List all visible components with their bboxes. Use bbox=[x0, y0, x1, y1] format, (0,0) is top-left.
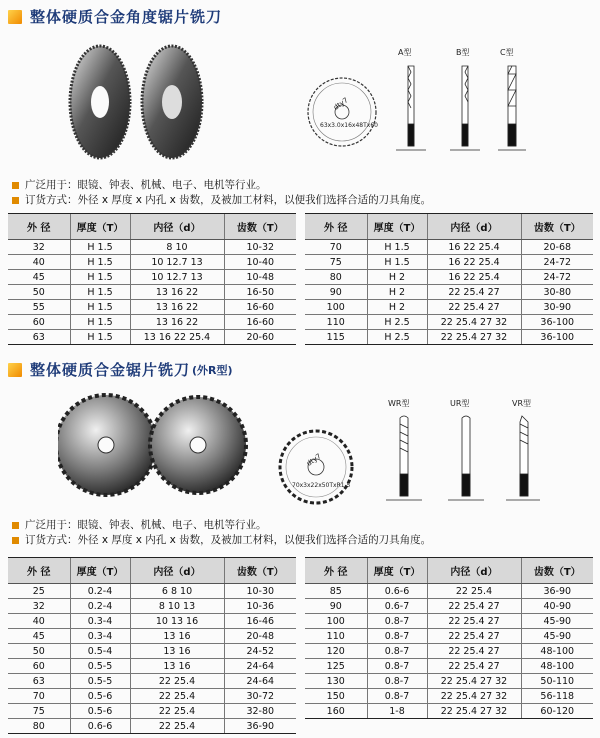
cell-teeth: 45-90 bbox=[521, 629, 593, 644]
cell-teeth: 10-36 bbox=[224, 599, 296, 614]
cell-bore: 16 22 25.4 bbox=[427, 240, 521, 255]
header-bore: 内径（d） bbox=[427, 214, 521, 240]
cell-outer-diameter: 70 bbox=[305, 240, 367, 255]
table-row bbox=[8, 644, 296, 659]
table-row bbox=[8, 674, 296, 689]
table-row bbox=[305, 659, 593, 674]
cell-bore: 6 8 10 bbox=[130, 584, 224, 599]
cell-bore: 22 25.4 27 bbox=[427, 599, 521, 614]
cell-outer-diameter: 55 bbox=[8, 300, 70, 315]
cell-thickness: 0.2-4 bbox=[70, 599, 130, 614]
cell-outer-diameter: 45 bbox=[8, 629, 70, 644]
cell-thickness: 0.5-4 bbox=[70, 644, 130, 659]
cell-teeth: 50-110 bbox=[521, 674, 593, 689]
cell-teeth: 16-60 bbox=[224, 300, 296, 315]
cell-thickness: 0.6-6 bbox=[367, 584, 427, 599]
table-row bbox=[8, 315, 296, 330]
cell-bore: 10 13 16 bbox=[130, 614, 224, 629]
cell-thickness: 0.5-6 bbox=[70, 704, 130, 719]
cell-thickness: H 2.5 bbox=[367, 315, 427, 330]
cell-teeth: 16-60 bbox=[224, 315, 296, 330]
cell-teeth: 45-90 bbox=[521, 614, 593, 629]
external-r-saw-blade-photo bbox=[58, 388, 248, 503]
header-bore: 内径（d） bbox=[130, 214, 224, 240]
cell-outer-diameter: 80 bbox=[305, 270, 367, 285]
section2-info bbox=[12, 518, 431, 548]
cell-thickness: 0.2-4 bbox=[70, 584, 130, 599]
table-row bbox=[305, 270, 593, 285]
cell-thickness: H 1.5 bbox=[70, 270, 130, 285]
cell-bore: 22 25.4 27 32 bbox=[427, 704, 521, 719]
table-row bbox=[8, 255, 296, 270]
cell-bore: 8 10 13 bbox=[130, 599, 224, 614]
cell-outer-diameter: 110 bbox=[305, 629, 367, 644]
table-header-row bbox=[305, 214, 593, 240]
cell-thickness: H 1.5 bbox=[70, 255, 130, 270]
section2-usage: 广泛用于：眼镜、钟表、机械、电子、电机等行业。 bbox=[25, 519, 267, 531]
cell-bore: 13 16 bbox=[130, 644, 224, 659]
cell-thickness: 0.6-7 bbox=[367, 599, 427, 614]
table-row bbox=[8, 599, 296, 614]
cell-thickness: H 1.5 bbox=[367, 240, 427, 255]
cell-outer-diameter: 90 bbox=[305, 599, 367, 614]
table-row bbox=[305, 330, 593, 345]
type-ur-label: UR型 bbox=[450, 399, 470, 408]
cell-teeth: 20-48 bbox=[224, 629, 296, 644]
cell-teeth: 10-32 bbox=[224, 240, 296, 255]
cell-outer-diameter: 100 bbox=[305, 614, 367, 629]
cell-teeth: 16-46 bbox=[224, 614, 296, 629]
cell-outer-diameter: 63 bbox=[8, 330, 70, 345]
table-row bbox=[305, 240, 593, 255]
r-type-profile-drawings bbox=[378, 410, 543, 510]
table-row bbox=[8, 270, 296, 285]
table-row bbox=[8, 614, 296, 629]
cell-teeth: 36-90 bbox=[521, 584, 593, 599]
bullet-icon bbox=[12, 182, 19, 189]
cell-bore: 13 16 bbox=[130, 629, 224, 644]
table-row bbox=[305, 315, 593, 330]
section2-spec-table-right bbox=[305, 557, 593, 719]
cell-bore: 22 25.4 27 32 bbox=[427, 330, 521, 345]
cell-outer-diameter: 60 bbox=[8, 659, 70, 674]
cell-teeth: 30-80 bbox=[521, 285, 593, 300]
cell-teeth: 36-90 bbox=[224, 719, 296, 734]
header-bore: 内径（d） bbox=[130, 558, 224, 584]
cell-thickness: 0.8-7 bbox=[367, 629, 427, 644]
header-thickness: 厚度（T） bbox=[70, 214, 130, 240]
cell-bore: 22 25.4 27 bbox=[427, 644, 521, 659]
cell-bore: 22 25.4 27 bbox=[427, 659, 521, 674]
cell-bore: 22 25.4 bbox=[427, 584, 521, 599]
section1-order: 订货方式：外径 x 厚度 x 内孔 x 齿数，及被加工材料，以便我们选择合适的刀具角度。 bbox=[25, 194, 432, 206]
cell-teeth: 40-90 bbox=[521, 599, 593, 614]
angle-saw-disc-drawing bbox=[305, 72, 380, 152]
cell-outer-diameter: 90 bbox=[305, 285, 367, 300]
cell-bore: 8 10 bbox=[130, 240, 224, 255]
table-row bbox=[305, 644, 593, 659]
cell-thickness: 0.8-7 bbox=[367, 674, 427, 689]
cell-teeth: 10-30 bbox=[224, 584, 296, 599]
table-header-row bbox=[8, 214, 296, 240]
cell-outer-diameter: 50 bbox=[8, 285, 70, 300]
external-r-disc-drawing bbox=[276, 425, 356, 510]
cell-bore: 16 22 25.4 bbox=[427, 270, 521, 285]
cell-teeth: 24-72 bbox=[521, 255, 593, 270]
table-row bbox=[8, 330, 296, 345]
cell-outer-diameter: 130 bbox=[305, 674, 367, 689]
cell-thickness: 0.5-5 bbox=[70, 659, 130, 674]
cell-bore: 22 25.4 27 32 bbox=[427, 689, 521, 704]
cell-thickness: 0.8-7 bbox=[367, 659, 427, 674]
cell-bore: 22 25.4 27 bbox=[427, 300, 521, 315]
cell-outer-diameter: 70 bbox=[8, 689, 70, 704]
cell-outer-diameter: 110 bbox=[305, 315, 367, 330]
header-outer-diameter: 外 径 bbox=[305, 214, 367, 240]
cell-bore: 13 16 22 25.4 bbox=[130, 330, 224, 345]
table-header-row bbox=[8, 558, 296, 584]
cell-bore: 22 25.4 27 bbox=[427, 614, 521, 629]
section1-spec-table-left bbox=[8, 213, 296, 345]
header-thickness: 厚度（T） bbox=[367, 558, 427, 584]
table-row bbox=[305, 614, 593, 629]
cell-teeth: 48-100 bbox=[521, 659, 593, 674]
title-marker-icon bbox=[8, 10, 22, 24]
disc-spec-text: 70x3x22x50TxR1.5 bbox=[292, 482, 351, 489]
type-wr-label: WR型 bbox=[388, 399, 410, 408]
type-profile-drawings bbox=[390, 58, 540, 158]
table-row bbox=[8, 584, 296, 599]
cell-bore: 22 25.4 bbox=[130, 674, 224, 689]
cell-thickness: 1-8 bbox=[367, 704, 427, 719]
table-row bbox=[8, 629, 296, 644]
cell-thickness: 0.8-7 bbox=[367, 689, 427, 704]
cell-thickness: H 2 bbox=[367, 300, 427, 315]
cell-teeth: 36-100 bbox=[521, 330, 593, 345]
table-row bbox=[305, 255, 593, 270]
cell-bore: 22 25.4 27 32 bbox=[427, 315, 521, 330]
cell-teeth: 10-40 bbox=[224, 255, 296, 270]
section2-order: 订货方式：外径 x 厚度 x 内孔 x 齿数，及被加工材料，以便我们选择合适的刀具角度。 bbox=[25, 534, 432, 546]
table-row bbox=[305, 584, 593, 599]
table-row bbox=[305, 689, 593, 704]
cell-thickness: H 1.5 bbox=[70, 285, 130, 300]
cell-outer-diameter: 40 bbox=[8, 255, 70, 270]
table-row bbox=[8, 300, 296, 315]
cell-bore: 22 25.4 bbox=[130, 704, 224, 719]
table-row bbox=[8, 285, 296, 300]
type-vr-label: VR型 bbox=[512, 399, 532, 408]
cell-outer-diameter: 75 bbox=[8, 704, 70, 719]
cell-outer-diameter: 85 bbox=[305, 584, 367, 599]
cell-bore: 16 22 25.4 bbox=[427, 255, 521, 270]
header-teeth: 齿数（T） bbox=[224, 214, 296, 240]
cell-outer-diameter: 100 bbox=[305, 300, 367, 315]
cell-bore: 13 16 22 bbox=[130, 300, 224, 315]
cell-outer-diameter: 60 bbox=[8, 315, 70, 330]
table-row bbox=[305, 704, 593, 719]
cell-bore: 22 25.4 27 bbox=[427, 629, 521, 644]
header-teeth: 齿数（T） bbox=[521, 214, 593, 240]
header-thickness: 厚度（T） bbox=[70, 558, 130, 584]
table-row bbox=[305, 599, 593, 614]
section2-title-row bbox=[8, 359, 233, 380]
table-row bbox=[8, 240, 296, 255]
cell-thickness: H 1.5 bbox=[70, 240, 130, 255]
table-row bbox=[8, 659, 296, 674]
bullet-icon bbox=[12, 197, 19, 204]
cell-outer-diameter: 75 bbox=[305, 255, 367, 270]
section1-spec-table-right bbox=[305, 213, 593, 345]
table-row bbox=[305, 629, 593, 644]
cell-thickness: 0.5-6 bbox=[70, 689, 130, 704]
cell-teeth: 32-80 bbox=[224, 704, 296, 719]
section2-title-suffix: (外R型) bbox=[192, 363, 233, 377]
cell-teeth: 30-90 bbox=[521, 300, 593, 315]
cell-teeth: 56-118 bbox=[521, 689, 593, 704]
table-row bbox=[305, 674, 593, 689]
section1-info bbox=[12, 178, 431, 208]
table-row bbox=[8, 689, 296, 704]
cell-teeth: 30-72 bbox=[224, 689, 296, 704]
table-row bbox=[305, 285, 593, 300]
cell-bore: 22 25.4 27 32 bbox=[427, 674, 521, 689]
cell-outer-diameter: 32 bbox=[8, 599, 70, 614]
disc-mark-text: dty7 bbox=[332, 96, 350, 112]
cell-outer-diameter: 45 bbox=[8, 270, 70, 285]
cell-teeth: 20-68 bbox=[521, 240, 593, 255]
cell-teeth: 20-60 bbox=[224, 330, 296, 345]
bullet-icon bbox=[12, 522, 19, 529]
title-marker-icon bbox=[8, 363, 22, 377]
cell-thickness: H 1.5 bbox=[367, 255, 427, 270]
bullet-icon bbox=[12, 537, 19, 544]
section1-title: 整体硬质合金角度锯片铣刀 bbox=[30, 8, 223, 26]
type-a-label: A型 bbox=[398, 48, 412, 57]
cell-bore: 10 12.7 13 bbox=[130, 255, 224, 270]
cell-outer-diameter: 160 bbox=[305, 704, 367, 719]
cell-outer-diameter: 115 bbox=[305, 330, 367, 345]
cell-thickness: H 2 bbox=[367, 285, 427, 300]
cell-teeth: 24-52 bbox=[224, 644, 296, 659]
disc-mark-text: dty7 bbox=[305, 452, 323, 468]
cell-outer-diameter: 25 bbox=[8, 584, 70, 599]
header-thickness: 厚度（T） bbox=[367, 214, 427, 240]
table-header-row bbox=[305, 558, 593, 584]
cell-thickness: 0.6-6 bbox=[70, 719, 130, 734]
header-bore: 内径（d） bbox=[427, 558, 521, 584]
cell-thickness: H 2 bbox=[367, 270, 427, 285]
cell-bore: 13 16 22 bbox=[130, 285, 224, 300]
cell-thickness: H 1.5 bbox=[70, 330, 130, 345]
cell-outer-diameter: 125 bbox=[305, 659, 367, 674]
cell-outer-diameter: 50 bbox=[8, 644, 70, 659]
cell-teeth: 36-100 bbox=[521, 315, 593, 330]
cell-outer-diameter: 80 bbox=[8, 719, 70, 734]
cell-bore: 10 12.7 13 bbox=[130, 270, 224, 285]
table-row bbox=[8, 719, 296, 734]
cell-outer-diameter: 63 bbox=[8, 674, 70, 689]
cell-bore: 22 25.4 bbox=[130, 689, 224, 704]
header-outer-diameter: 外 径 bbox=[8, 214, 70, 240]
cell-bore: 13 16 22 bbox=[130, 315, 224, 330]
header-teeth: 齿数（T） bbox=[521, 558, 593, 584]
cell-teeth: 24-64 bbox=[224, 674, 296, 689]
cell-bore: 22 25.4 bbox=[130, 719, 224, 734]
cell-teeth: 24-64 bbox=[224, 659, 296, 674]
disc-spec-text: 63x3.0x16x48Tx60 bbox=[320, 122, 378, 129]
cell-bore: 22 25.4 27 bbox=[427, 285, 521, 300]
header-outer-diameter: 外 径 bbox=[305, 558, 367, 584]
cell-thickness: H 2.5 bbox=[367, 330, 427, 345]
section1-title-row bbox=[8, 6, 222, 27]
cell-thickness: 0.5-5 bbox=[70, 674, 130, 689]
cell-teeth: 60-120 bbox=[521, 704, 593, 719]
cell-thickness: H 1.5 bbox=[70, 315, 130, 330]
type-c-label: C型 bbox=[500, 48, 514, 57]
cell-outer-diameter: 40 bbox=[8, 614, 70, 629]
section2-spec-table-left bbox=[8, 557, 296, 734]
table-row bbox=[8, 704, 296, 719]
cell-thickness: H 1.5 bbox=[70, 300, 130, 315]
cell-teeth: 16-50 bbox=[224, 285, 296, 300]
cell-teeth: 24-72 bbox=[521, 270, 593, 285]
cell-outer-diameter: 32 bbox=[8, 240, 70, 255]
cell-thickness: 0.3-4 bbox=[70, 614, 130, 629]
section1-usage: 广泛用于：眼镜、钟表、机械、电子、电机等行业。 bbox=[25, 179, 267, 191]
cell-outer-diameter: 120 bbox=[305, 644, 367, 659]
cell-thickness: 0.3-4 bbox=[70, 629, 130, 644]
header-teeth: 齿数（T） bbox=[224, 558, 296, 584]
table-row bbox=[305, 300, 593, 315]
cell-thickness: 0.8-7 bbox=[367, 614, 427, 629]
cell-thickness: 0.8-7 bbox=[367, 644, 427, 659]
cell-teeth: 10-48 bbox=[224, 270, 296, 285]
header-outer-diameter: 外 径 bbox=[8, 558, 70, 584]
cell-outer-diameter: 150 bbox=[305, 689, 367, 704]
section2-title: 整体硬质合金锯片铣刀 bbox=[30, 361, 191, 379]
cell-teeth: 48-100 bbox=[521, 644, 593, 659]
type-b-label: B型 bbox=[456, 48, 470, 57]
angle-saw-blade-photo bbox=[62, 42, 212, 162]
cell-bore: 13 16 bbox=[130, 659, 224, 674]
